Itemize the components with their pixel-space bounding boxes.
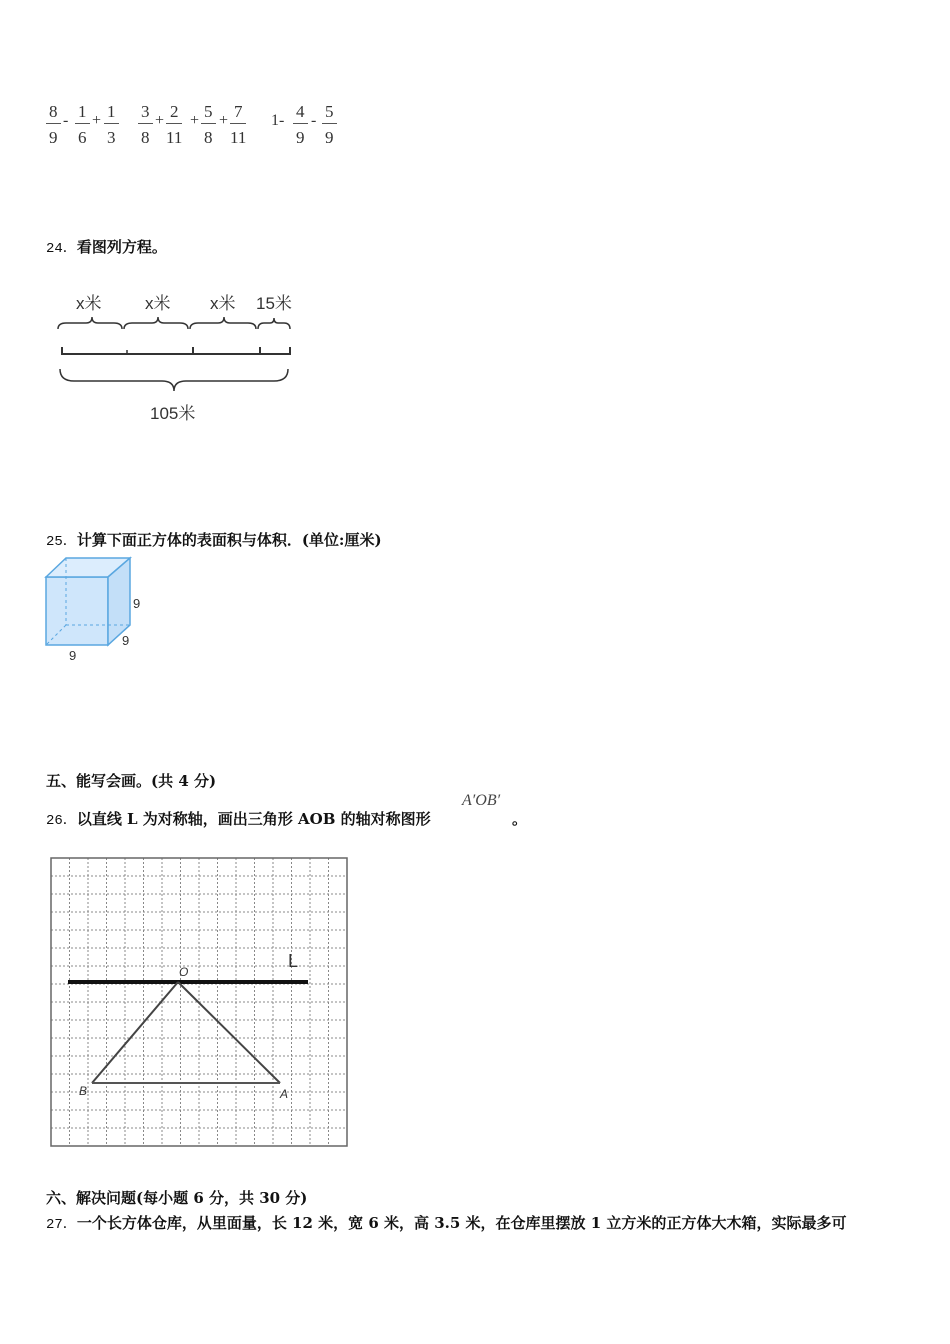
denominator: 11 [166,128,183,147]
question-tail: 。 [512,810,528,828]
fraction [46,103,61,146]
denominator: 9 [325,128,334,147]
operator: - [63,112,69,129]
numerator: 3 [141,102,150,121]
triangle-side-OA [178,982,280,1083]
numerator: 5 [325,102,334,121]
section-6-title: 六、解决问题(每小题 6 分，共 30 分) [46,1189,308,1207]
vertex-label-B: B [79,1084,88,1098]
fraction [75,103,90,146]
brace-3 [190,317,256,329]
denominator: 8 [204,128,213,147]
fraction [322,103,337,146]
denominator: 11 [230,128,247,147]
numerator: 7 [233,102,243,121]
question-number: 27． [46,1217,77,1233]
fraction-exercises [0,0,950,160]
question-27 [46,1212,846,1233]
segment-label-3: x米 [210,294,236,313]
question-number: 25． [46,534,77,550]
operator: + [190,112,200,129]
segment-label-4: 15米 [256,294,292,313]
grid-diagram [48,855,352,1150]
operator: - [311,112,317,129]
operator: 1- [271,112,285,129]
section-5-title: 五、能写会画。(共 4 分) [46,772,217,790]
brace-1 [58,317,122,329]
question-24 [46,236,167,257]
total-label: 105米 [150,404,196,423]
denominator: 9 [49,128,58,147]
brace-4 [258,318,290,329]
target-figure-name: A′OB′ [462,792,501,809]
cube-diagram [40,555,150,665]
question-26 [46,808,431,829]
denominator: 8 [141,128,150,147]
fraction [293,103,308,146]
numerator: 1 [78,102,87,121]
vertex-label-O: O [179,965,189,979]
operator: + [219,112,229,129]
segment-label-2: x米 [145,294,171,313]
fraction [104,103,119,146]
vertex-label-A: A [280,1087,289,1101]
numerator: 2 [169,102,179,121]
operator: + [155,112,165,129]
question-text: 以直线 L 为对称轴，画出三角形 AOB 的轴对称图形 [76,810,431,828]
axis-label-L: L [288,951,299,971]
denominator: 3 [107,128,116,147]
question-text: 计算下面正方体的表面积与体积．(单位:厘米) [76,531,382,549]
question-text: 一个长方体仓库，从里面量，长 12 米，宽 6 米，高 3.5 米，在仓库里摆放 1 立方米的正方体大木箱，实际最多可 [76,1214,847,1232]
numerator: 1 [107,102,116,121]
cube-depth-label: 9 [122,633,130,648]
numerator: 4 [296,102,305,121]
question-25 [46,529,382,550]
fraction [230,103,246,146]
triangle-side-OB [92,982,178,1083]
question-number: 26． [46,813,77,829]
denominator: 6 [78,128,87,147]
denominator: 9 [296,128,305,147]
question-text: 看图列方程。 [76,238,167,256]
numerator: 8 [49,102,58,121]
cube-width-label: 9 [69,648,77,663]
brace-2 [124,317,188,329]
segment-label-1: x米 [76,294,102,313]
segment-diagram [52,285,302,425]
total-brace [60,369,288,391]
cube-height-label: 9 [133,596,141,611]
operator: + [92,112,102,129]
numerator: 5 [204,102,213,121]
fraction [201,103,216,146]
question-number: 24． [46,241,77,257]
fraction [138,103,153,146]
fraction [166,103,182,146]
cube-front-face [46,577,108,645]
